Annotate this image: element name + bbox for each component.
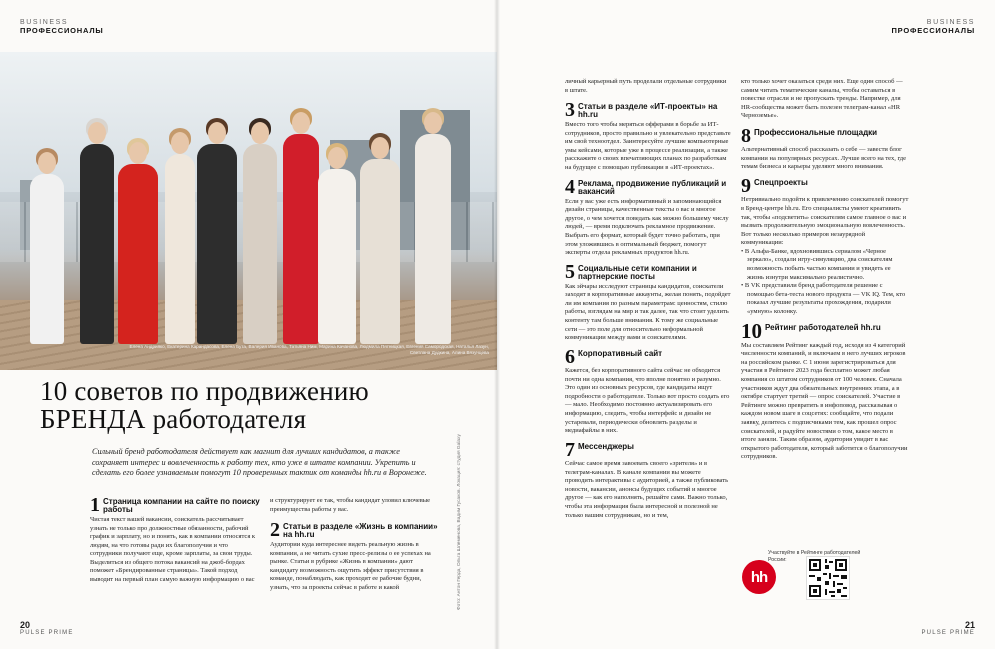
headline-line2: БРЕНДА работодателя <box>40 403 307 434</box>
tip-body: Чистая текст вашей вакансии, соискатель рассчитывает узнать не только про должностные обязанности, рабочий график и зарплату, но и понять, как в компании относятся к людям, на что готовы ради их благополучия и что сотрудники получают еще, кроме зарплаты, за свои труды. Выделиться из общего потока вакансий на джоб-бордах поможет «Брендированные страницы». Такой подход выводит на первый план самую важную информацию о вас <box>90 516 256 584</box>
tip-1 <box>90 494 260 585</box>
tip-number: 7 <box>565 438 575 461</box>
headline-line1: 10 советов по продвижению <box>40 376 369 406</box>
person-figure <box>243 144 277 344</box>
person-figure <box>360 159 400 344</box>
left-kicker: BUSINESS <box>20 19 69 26</box>
person-figure <box>30 174 64 344</box>
right-column-1 <box>565 78 731 526</box>
tip-3 <box>565 99 731 172</box>
right-folio <box>921 621 975 637</box>
photo-credit <box>457 430 465 610</box>
person-figure <box>165 154 195 344</box>
team-photo <box>0 52 497 370</box>
tip-title: Статьи в разделе «Жизнь в компании» на hh.ru <box>283 522 438 540</box>
tip-number: 1 <box>90 494 100 516</box>
article-headline <box>40 378 440 433</box>
tip-body: Вместо того чтобы меряться офферами в борьбе за ИТ-сотрудников, просто правильно и увлекательно представьте им свой техноотдел. Заинтересуйте лучшие компьютерные умы кейсами, которые уже в процессе реализации, а также расскажите о своих впечатляющих планах по разработкам на будущее с помощью публикации в «ИТ-проектах». <box>565 121 731 172</box>
person-figure <box>283 134 319 344</box>
left-folio <box>20 621 74 637</box>
tip-number: 3 <box>565 99 575 122</box>
tip-8 <box>741 124 909 172</box>
left-magazine-name: PULSE PRIME <box>20 630 74 637</box>
tip-number: 4 <box>565 175 575 198</box>
tip-number: 8 <box>741 124 751 147</box>
rating-promo-label: Участвуйте в Рейтинге работодателей России: <box>768 550 861 563</box>
tip-2-continued: личный карьерный путь проделали отдельные сотрудники в штате. <box>565 78 727 94</box>
tip-body: Кажется, без корпоративного сайта сейчас не обходится почти ни одна компания, что вполне понятно и разумно. Это один из основных ресурсов, где кандидаты ищут подробности о работодателе. Только вот просто создать его — мало. Необходимо постоянно актуализировать его информацию, следить, чтобы интерфейс и дизайн не устаревали, периодически обновлять разделы и медиафайлы в них. <box>565 367 730 435</box>
tip-6 <box>565 345 731 436</box>
person-figure <box>318 169 356 344</box>
person-figure <box>118 164 158 344</box>
tip-title: Реклама, продвижение публикаций и вакансий <box>578 178 727 196</box>
tip-title: Рейтинг работодателей hh.ru <box>765 322 881 332</box>
tip-title: Корпоративный сайт <box>578 348 663 358</box>
photo-credit-text: Фото: Антон Герда, Ольга Шлеменова, Вадим Гусаков. Локация: студия Galaxy <box>457 434 462 610</box>
qr-code-icon[interactable] <box>806 556 850 600</box>
tip-7 <box>565 438 731 520</box>
tip-body: Сейчас самое время завоевать своего «зрителя» и в телеграм-каналах. В канале компании вы можете проводить интерактивы с аудиторией, а также публиковать новости, вакансии, анонсы будущих событий и многое другое — как его наполнять, решайте сами. Важно только, чтобы эта информация была интересной и полезной не только вашим сотрудникам, но и тем, <box>565 460 729 519</box>
right-kicker: BUSINESS <box>926 19 975 26</box>
left-running-head <box>20 19 104 36</box>
tip-body: Как эйчары исследуют страницы кандидатов, соискатели заходят в корпоративные аккаунты, желая понять, подойдет ли им компания по разным параметрам: ценностям, стилю работы, взглядам на мир и так далее, так что стоит уделить контенту там больше внимания. К тому же социальные сети — это поле для относительно неформальной коммуникации между вами и соискателями. <box>565 282 731 342</box>
spread-gutter <box>494 0 500 649</box>
person-figure <box>80 144 114 344</box>
tip-body: Нетривиально подойти к привлечению соискателей помогут в Бренд-центре hh.ru. Его специалисты умеют креативить так, чтобы «подсветить» соискателям самое главное о вас и вызвать продолжительную эмоциональную вовлеченность. Вот только несколько примеров незаурядной коммуникации: <box>741 196 909 247</box>
tip-title: Социальные сети компании и партнерские посты <box>578 263 697 281</box>
tip-number: 2 <box>270 519 280 542</box>
tip-body: Если у вас уже есть информативный и запоминающийся дизайн страницы, качественные тексты о вас и многое другое, о чем хочется поведать как можно большему числу людей, — время подключать рекламное продвижение. Выбрать его формат, который будет точно работать, при этом уложившись в оптимальный бюджет, помогут эксперты отдела рекламных продуктов hh.ru. <box>565 197 729 257</box>
person-figure <box>197 144 237 344</box>
left-section: ПРОФЕССИОНАЛЫ <box>20 26 104 36</box>
right-column-2 <box>741 78 909 468</box>
tip-9-bullet: • В Альфа-Банке, вдохновившись сериалом «Черное зеркало», создали игру-симуляцию, два соискателям возможность побыть частью компании и увидеть ее жизнь изнутри максимально реалистично. <box>741 247 893 281</box>
left-page-number: 20 <box>20 619 31 630</box>
left-column-2 <box>270 497 442 599</box>
tip-number: 6 <box>565 345 575 368</box>
person-figure <box>415 134 451 344</box>
tip-title: Статьи в разделе «ИТ-проекты» на hh.ru <box>578 102 718 120</box>
tip-9-bullet: • В VK представили бренд работодателя решение с помощью бета-теста нового продукта — VK IQ. Тем, кто показал лучшие результаты прохождения, подарили «умную» колонку. <box>741 282 906 315</box>
article-lead: Сильный бренд работодателя действует как магнит для лучших кандидатов, а также сохраняет интерес и вовлеченность к работу тех, кто уже в штате компании. Укрепить и сделать его более узнаваемым помогут 10 проверенных тактик от команды hh.ru в Воронеже. <box>92 447 427 477</box>
right-section: ПРОФЕССИОНАЛЫ <box>891 26 975 36</box>
right-running-head <box>891 19 975 36</box>
tip-10 <box>741 318 909 462</box>
hh-logo: hh <box>742 560 776 594</box>
tip-9 <box>741 175 909 316</box>
left-page <box>0 0 497 649</box>
left-column-1 <box>90 494 260 591</box>
tip-body: Мы составляем Рейтинг каждый год, исходя из 4 категорий численности компаний, и включаем в него лучших игроков на российском рынке. С 1 июня зарегистрироваться для участия в Рейтинге 2023 года бесплатно может любая компания со штатом сотрудников от 100 человек. Сначала участников ждут два обязательных внутренних этапа, а в октябре стартует третий — опрос соискателей. Участие в Рейтинге можно превратить в инфоповод, рассказывая о каждом новом шаге в соцсетях: сообщайте, что подали заявку, делитесь с подписчиками тем, как прошел опрос соискателей, и радуйте новостями о том, какое место в итоге заняли. Таким образом, аудитория увидит в вас открытого работодателя, который заботится о благополучии сотрудников. <box>741 341 908 461</box>
tip-7-continued: кто только хочет оказаться среди них. Еще один способ — самим читать тематические каналы, чтобы оставаться в повестке отрасли и не пропускать тренды. Например, для HR-сообщества может быть полезен телеграм-канал «HR Черноземье». <box>741 78 903 120</box>
tip-5 <box>565 260 731 343</box>
tip-number: 9 <box>741 175 751 198</box>
tip-body: Аудитории куда интереснее видеть реальную жизнь в компании, а не читать сухие пресс-релизы о ее успехах на рынке. Статьи в рубрике «Жизнь в компании» дают кандидату возможность ощутить эффект присутствия в команде, понаблюдать, как проходят ее рабочие будни, узнать, что за проекты сейчас в работе и какой <box>270 541 431 592</box>
tip-title: Страница компании на сайте по поиску работы <box>103 497 260 514</box>
tip-body: Альтернативный способ рассказать о себе — завести блог компании на популярных ресурсах. Лучше всего на тех, где темам бизнеса и карьеры уделяют много внимания. <box>741 146 907 171</box>
tip-title: Профессиональные площадки <box>754 127 878 137</box>
photo-caption: Елена Андрияко, Екатерина Карандасова, Елена Бута, Валерия Иванова, Татьяна Ним, Марина Качанова, Людмила Пятницкая, Евгения Самородская, Наталья Лазун, Светлана Дудкина, Алина Вязунцева <box>129 344 489 355</box>
right-page-number: 21 <box>964 619 975 630</box>
right-magazine-name: PULSE PRIME <box>921 630 975 637</box>
tip-number: 10 <box>741 318 762 343</box>
tip-4 <box>565 175 731 258</box>
tip-number: 5 <box>565 260 575 283</box>
tip-1-continued: и структурирует ее так, чтобы кандидат уловил ключевые преимущества работы у вас. <box>270 497 431 513</box>
tip-title: Спецпроекты <box>754 178 808 188</box>
tip-title: Мессенджеры <box>578 441 634 451</box>
tip-2 <box>270 519 442 592</box>
